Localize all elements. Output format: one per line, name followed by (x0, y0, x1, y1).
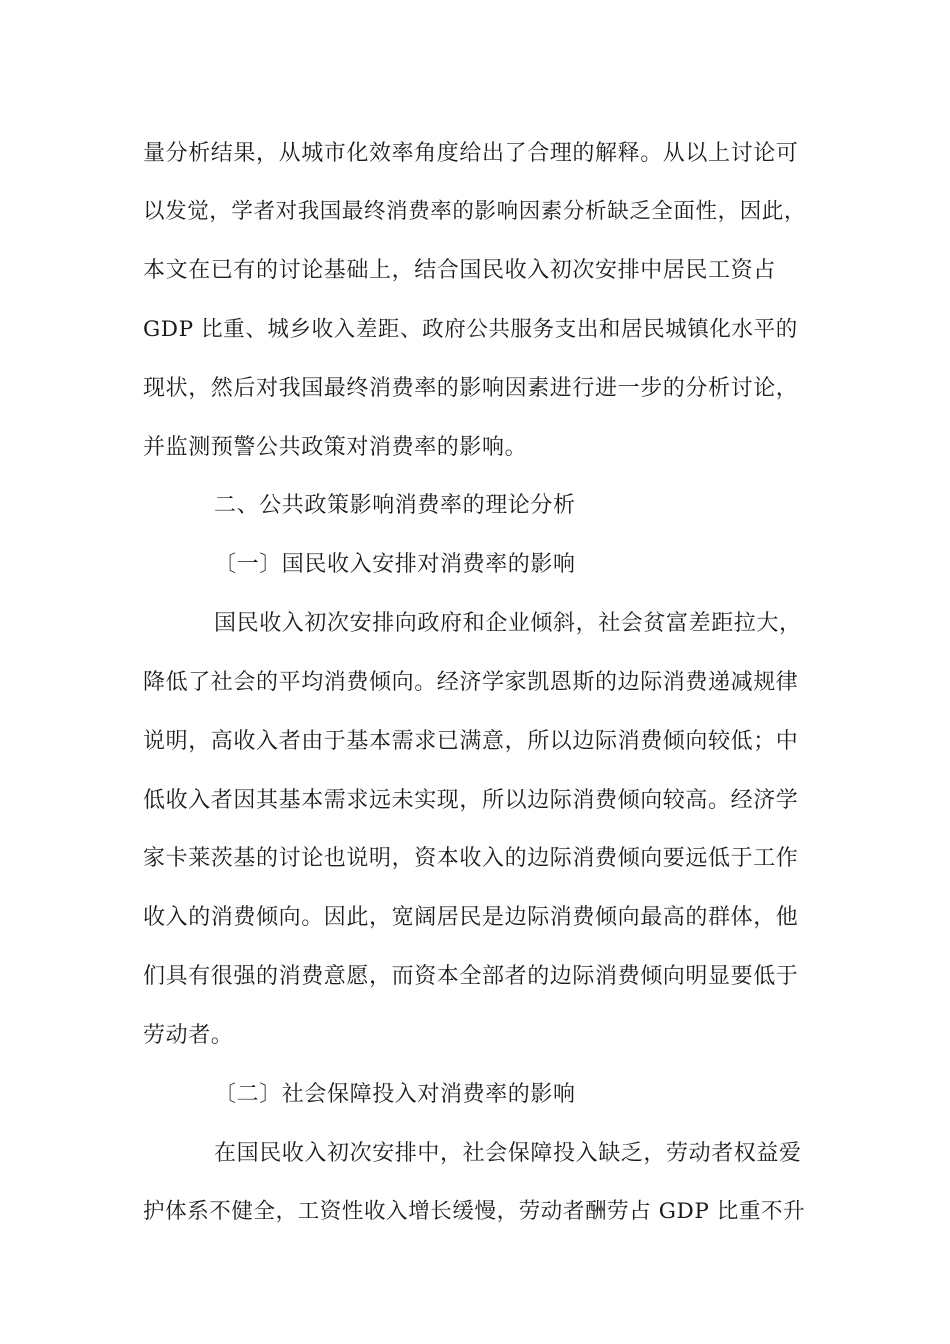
paragraph-first-line: 国民收入初次安排向政府和企业倾斜，社会贫富差距拉大， (214, 611, 802, 636)
text-line: 说明，高收入者由于基本需求已满意，所以边际消费倾向较低；中 (143, 729, 799, 754)
text-line: 收入的消费倾向。因此，宽阔居民是边际消费倾向最高的群体，他 (143, 905, 799, 930)
paragraph-first-line: 在国民收入初次安排中，社会保障投入缺乏，劳动者权益爱 (214, 1141, 802, 1166)
text-line: 并监测预警公共政策对消费率的影响。 (143, 435, 528, 460)
text-line: 量分析结果，从城市化效率角度给出了合理的解释。从以上讨论可 (143, 141, 799, 166)
text-line: 现状，然后对我国最终消费率的影响因素进行进一步的分析讨论， (143, 376, 799, 401)
subsection-heading: 〔二〕社会保障投入对消费率的影响 (214, 1082, 576, 1107)
text-line: GDP 比重、城乡收入差距、政府公共服务支出和居民城镇化水平的 (143, 317, 798, 342)
section-heading: 二、公共政策影响消费率的理论分析 (214, 493, 576, 518)
text-line: 本文在已有的讨论基础上，结合国民收入初次安排中居民工资占 (143, 258, 776, 283)
text-line: 家卡莱茨基的讨论也说明，资本收入的边际消费倾向要远低于工作 (143, 846, 799, 871)
text-line: 劳动者。 (143, 1023, 234, 1048)
text-line: 们具有很强的消费意愿，而资本全部者的边际消费倾向明显要低于 (143, 964, 799, 989)
text-line: 低收入者因其基本需求远未实现，所以边际消费倾向较高。经济学 (143, 788, 799, 813)
text-line: 护体系不健全，工资性收入增长缓慢，劳动者酬劳占 GDP 比重不升 (143, 1199, 806, 1224)
subsection-heading: 〔一〕国民收入安排对消费率的影响 (214, 552, 576, 577)
text-line: 降低了社会的平均消费倾向。经济学家凯恩斯的边际消费递减规律 (143, 670, 799, 695)
text-line: 以发觉，学者对我国最终消费率的影响因素分析缺乏全面性，因此， (143, 199, 807, 224)
